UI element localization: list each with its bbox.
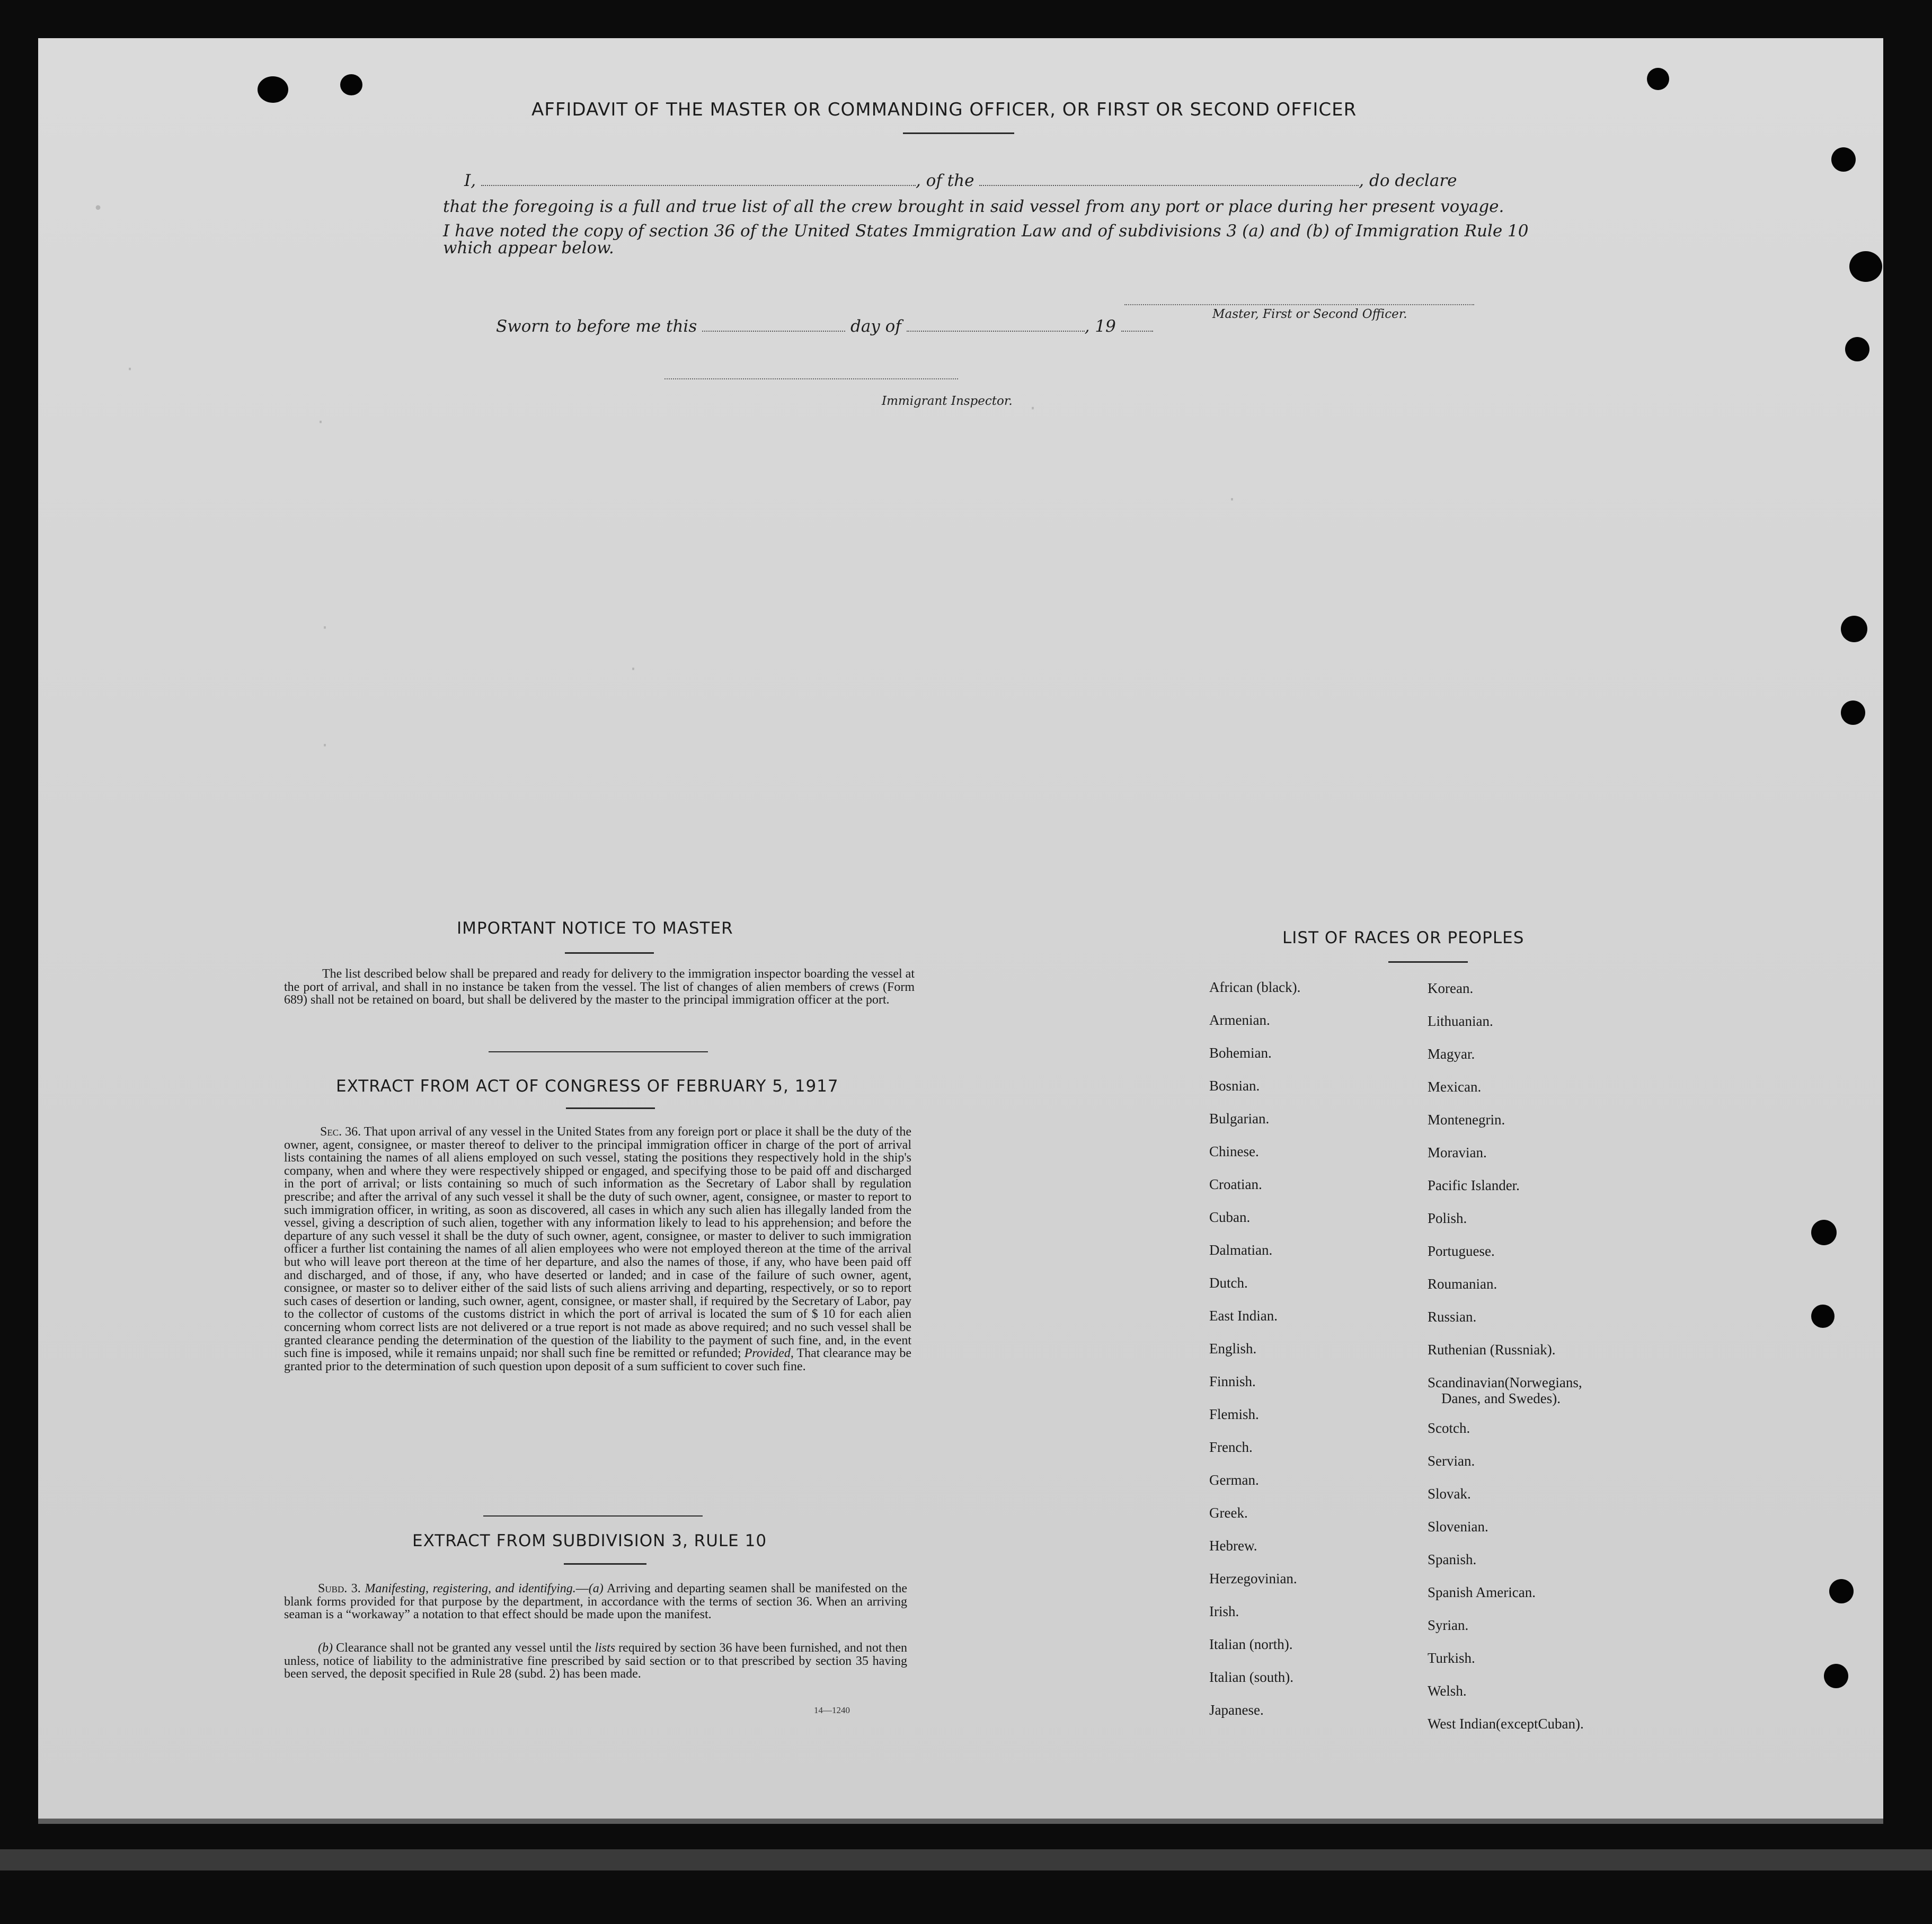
race-item: Montenegrin.: [1428, 1112, 1505, 1128]
race-item: Moravian.: [1428, 1145, 1487, 1160]
race-item: African (black).: [1209, 979, 1301, 995]
act-extract-divider: [483, 1515, 703, 1517]
sworn-year: , 19: [1084, 317, 1116, 336]
punch-hole-icon: [1647, 68, 1669, 90]
race-item: Hebrew.: [1209, 1538, 1257, 1554]
punch-hole-icon: [1811, 1305, 1834, 1328]
rule-extract-title: EXTRACT FROM SUBDIVISION 3, RULE 10: [412, 1531, 767, 1550]
punch-hole-icon: [1811, 1220, 1837, 1245]
race-item: Chinese.: [1209, 1143, 1259, 1159]
race-item: Korean.: [1428, 980, 1474, 996]
rule-para-b-label: (b): [318, 1641, 333, 1655]
race-item: Lithuanian.: [1428, 1013, 1493, 1029]
race-item: Italian (south).: [1209, 1669, 1293, 1685]
sworn-year-blank[interactable]: [1121, 317, 1153, 332]
rule-para-a-text: Arriving and departing seamen shall be manifested on the blank forms provided for that purpose by the department, in accordance with the terms of section 36. When an arriving seaman is a “workaway” a notation to that effect should be made upon the manifest.: [284, 1582, 908, 1621]
punch-hole-icon: [1841, 701, 1865, 725]
race-item: Turkish.: [1428, 1650, 1475, 1666]
race-item: West Indian(exceptCuban).: [1428, 1716, 1584, 1732]
notice-title-rule: [565, 952, 654, 954]
act-section-label: Sec. 36.: [320, 1125, 361, 1139]
sworn-line: [496, 317, 1153, 336]
race-item-line-1: Scandinavian(Norwegians,: [1428, 1375, 1582, 1390]
rule-para-b-lists: lists: [595, 1641, 616, 1655]
race-item: Slovak.: [1428, 1486, 1471, 1502]
race-item: Dutch.: [1209, 1275, 1248, 1291]
race-item: Scotch.: [1428, 1420, 1470, 1436]
race-item: Japanese.: [1209, 1702, 1264, 1718]
race-item: Portuguese.: [1428, 1243, 1495, 1259]
bleed-through-mark: ·: [628, 660, 639, 679]
act-provided-text: That clearance may be granted prior to the determination of such question upon deposit of a sum sufficient to cover such fine.: [284, 1346, 912, 1373]
race-item: Roumanian.: [1428, 1276, 1497, 1292]
act-section-text: That upon arrival of any vessel in the United States from any foreign port or place it shall be the duty of the owner, agent, consignee, or master thereof to deliver to the principal immigration officer in charge of the port of arrival lists containing the names of all aliens employed on such vessel, stating the positions they respectively hold in the ship's company, when and where they were respectively shipped or engaged, and specifying those to be paid off and discharged in the port of arrival; or lists containing so much of such information as the Secretary of Labor shall by regulation prescribe; and after the arrival of any such vessel it shall be the duty of such owner, agent, consignee, or master to report to such immigration officer, in writing, as soon as discovered, all cases in which any such alien has illegally landed from the vessel, giving a description of such alien, together with any information likely to lead to his apprehension; and before the departure of any such vessel it shall be the duty of such owner, agent, consignee, or master to deliver to such immigration officer a further list containing the names of all alien employees who were not employed thereon at the time of the arrival but who will leave port thereon at the time of her departure, and also the names of those, if any, who have been paid off and discharged, and of those, if any, who have deserted or landed; and in case of the failure of such owner, agent, consignee, or master so to deliver either of the said lists of such aliens arriving and departing, respectively, or so to report such cases of desertion or landing, such owner, agent, consignee, or master shall, if required by the Secretary of Labor, pay to the collector of customs of the customs district in which the port of arrival is located the sum of $ 10 for each alien concerning whom correct lists are not delivered or a true report is not made as above required; and no such vessel shall be granted clearance pending the determination of the question of the liability to the payment of such fine, and, in the event such fine is imposed, while it remains unpaid; nor shall such fine be remitted or refunded;: [284, 1125, 912, 1361]
race-item: German.: [1209, 1472, 1259, 1488]
punch-hole-icon: [1824, 1664, 1848, 1688]
inspector-signature-line[interactable]: [664, 378, 958, 379]
inspector-label: Immigrant Inspector.: [882, 394, 1013, 408]
sworn-month-blank[interactable]: [907, 317, 1085, 332]
notice-title: IMPORTANT NOTICE TO MASTER: [457, 919, 733, 938]
bleed-through-mark: ·: [125, 360, 135, 379]
race-item: Mexican.: [1428, 1079, 1482, 1095]
notice-divider: [489, 1051, 708, 1052]
declaration-i: I,: [464, 171, 476, 190]
notice-body: The list described below shall be prepared and ready for delivery to the immigration inspector boarding the vessel at the port of arrival, and shall in no instance be taken from the vessel. The list of changes of alien members of crews (Form 689) shall not be retained on board, but shall be delivered by the master to the principal immigration officer at the port.: [284, 967, 915, 1007]
race-item: Finnish.: [1209, 1373, 1256, 1389]
race-item: Magyar.: [1428, 1046, 1475, 1062]
bleed-through-mark: ·: [316, 413, 326, 432]
declaration-line-2: that the foregoing is a full and true list of all the crew brought in said vessel from any port or place during her present voyage.: [443, 197, 1504, 216]
master-signature-line[interactable]: [1124, 304, 1474, 305]
race-item: Slovenian.: [1428, 1519, 1488, 1535]
race-item: French.: [1209, 1439, 1253, 1455]
act-extract-title-rule: [566, 1107, 655, 1109]
race-item: Polish.: [1428, 1210, 1467, 1226]
race-item: Greek.: [1209, 1505, 1248, 1521]
name-blank[interactable]: [481, 171, 916, 186]
race-item: Bohemian.: [1209, 1045, 1272, 1061]
bleed-through-mark: ·: [320, 737, 330, 755]
race-item: Armenian.: [1209, 1012, 1270, 1028]
sheet-bottom-edge: [38, 1819, 1883, 1824]
declaration-line-4: which appear below.: [443, 238, 614, 258]
master-signature-label: Master, First or Second Officer.: [1212, 307, 1407, 321]
race-item: Herzegovinian.: [1209, 1571, 1297, 1586]
races-title: LIST OF RACES OR PEOPLES: [1282, 928, 1525, 947]
race-item: Dalmatian.: [1209, 1242, 1273, 1258]
sworn-day-blank[interactable]: [702, 317, 845, 332]
form-number: 14—1240: [814, 1705, 850, 1715]
rule-extract-title-rule: [564, 1563, 646, 1565]
race-item: Pacific Islander.: [1428, 1177, 1520, 1193]
race-item: East Indian.: [1209, 1308, 1278, 1324]
rule-para-a-label: (a): [588, 1582, 604, 1595]
race-item: Croatian.: [1209, 1176, 1262, 1192]
race-item: Bulgarian.: [1209, 1111, 1270, 1127]
race-item: Flemish.: [1209, 1406, 1259, 1422]
punch-hole-icon: [1849, 251, 1882, 282]
punch-hole-icon: [258, 76, 288, 103]
races-list-right: [1428, 980, 1584, 1749]
rule-extract-para-b: [284, 1642, 907, 1681]
declaration-line-1: [464, 171, 1457, 190]
vessel-blank[interactable]: [979, 171, 1359, 186]
act-provided-label: Provided,: [744, 1346, 794, 1361]
punch-hole-icon: [1841, 616, 1867, 642]
race-item: Bosnian.: [1209, 1078, 1260, 1094]
act-extract-body: [284, 1125, 911, 1373]
declaration-of-the: , of the: [915, 171, 974, 190]
scanner-bottom-strip: [0, 1849, 1932, 1870]
race-item: Ruthenian (Russniak).: [1428, 1342, 1556, 1358]
punch-hole-icon: [1831, 147, 1856, 172]
punch-hole-icon: [1829, 1579, 1854, 1603]
race-item: Italian (north).: [1209, 1636, 1293, 1652]
rule-para-b-text-2: required by section 36 have been furnished, and not then unless, notice of liability to the administrative fine prescribed by said section or to that prescribed by section 35 having been served, the deposit specified in Rule 28 (subd. 2) has been made.: [284, 1641, 908, 1681]
declaration-line-3: I have noted the copy of section 36 of the United States Immigration Law and of subdivisions 3 (a) and (b) of Immigration Rule 10: [443, 221, 1529, 241]
race-item: Cuban.: [1209, 1209, 1251, 1225]
race-item: Servian.: [1428, 1453, 1475, 1469]
rule-subd-label: Subd. 3.: [318, 1582, 361, 1595]
document-sheet: [38, 38, 1883, 1819]
races-title-rule: [1388, 961, 1468, 963]
affidavit-title: AFFIDAVIT OF THE MASTER OR COMMANDING OFFICER, OR FIRST OR SECOND OFFICER: [531, 99, 1357, 120]
rule-subd-heading: Manifesting, registering, and identifying.: [365, 1582, 576, 1595]
declaration-do-declare: , do declare: [1359, 171, 1457, 190]
race-item: English.: [1209, 1341, 1257, 1356]
race-item: [1428, 1375, 1584, 1420]
sworn-day-of: day of: [850, 317, 901, 336]
races-list-left: [1209, 979, 1300, 1735]
race-item: Syrian.: [1428, 1617, 1469, 1633]
sworn-prefix: Sworn to before me this: [496, 317, 697, 336]
bleed-through-mark: ·: [1028, 400, 1038, 418]
race-item: Russian.: [1428, 1309, 1477, 1325]
race-item: Irish.: [1209, 1603, 1239, 1619]
punch-hole-icon: [340, 74, 362, 95]
race-item: Welsh.: [1428, 1683, 1467, 1699]
bleed-through-mark: ·: [1227, 491, 1237, 509]
bleed-through-mark: ·: [320, 619, 330, 637]
race-item-line-2: Danes, and Swedes).: [1441, 1390, 1561, 1406]
race-item: Spanish.: [1428, 1551, 1477, 1567]
bleed-through-mark: •: [93, 199, 103, 218]
affidavit-title-rule: [903, 132, 1014, 134]
act-extract-title: EXTRACT FROM ACT OF CONGRESS OF FEBRUARY 5, 1917: [336, 1077, 839, 1096]
rule-para-b-text-1: Clearance shall not be granted any vessel until the: [336, 1641, 592, 1655]
rule-extract-para-a: Subd. 3. Manifesting, registering, and identifying.—(a) Arriving and departing seamen shall be manifested on the blank forms provided for that purpose by the department, in accordance with the terms of section 36. When an arriving seaman is a “workaway” a notation to that effect should be made upon the manifest.: [284, 1582, 908, 1621]
punch-hole-icon: [1845, 337, 1869, 361]
race-item: Spanish American.: [1428, 1584, 1536, 1600]
